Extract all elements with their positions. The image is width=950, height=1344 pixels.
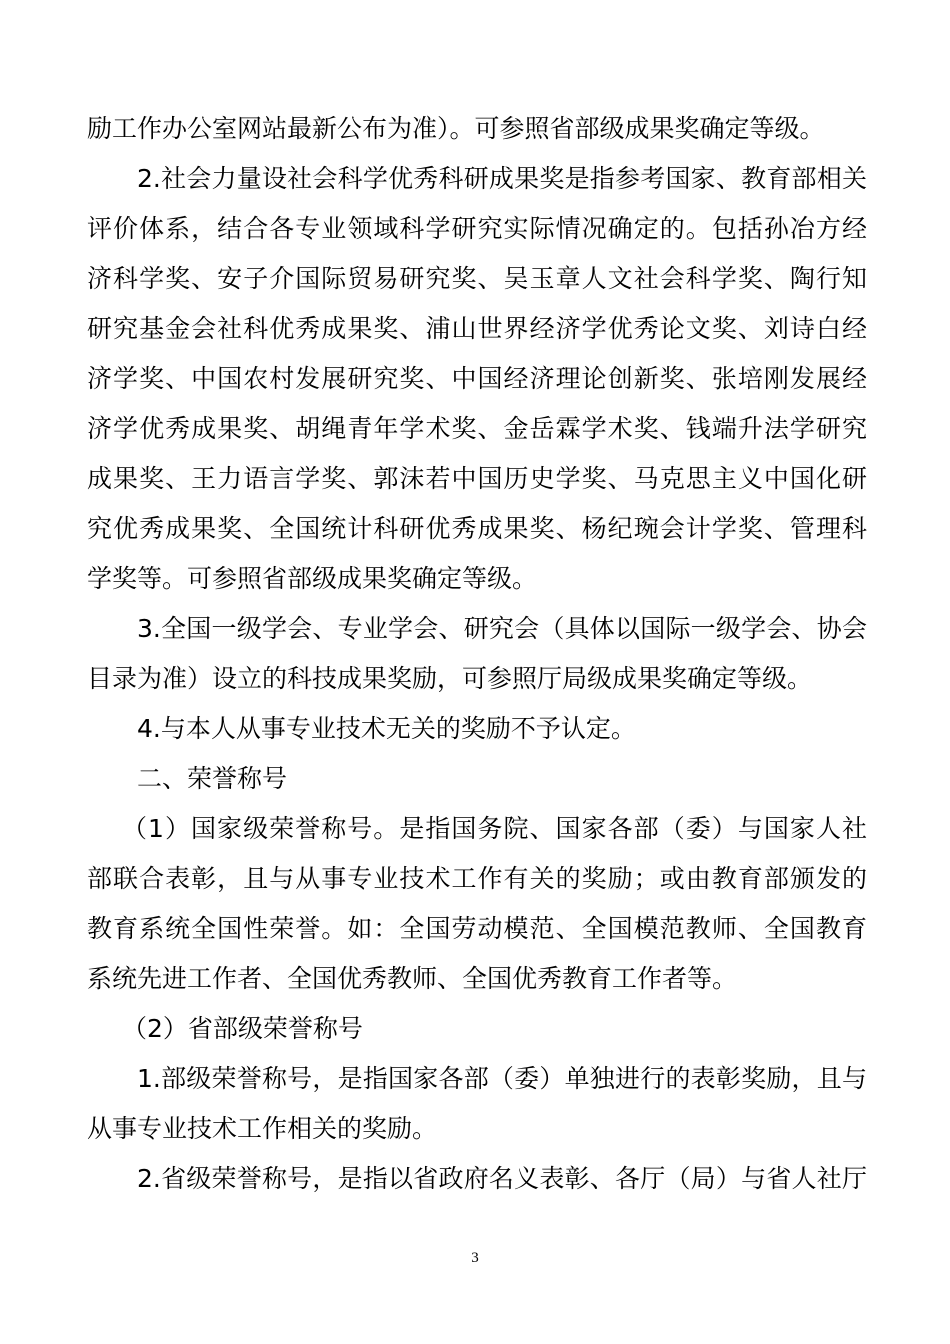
text-line: 研究基金会社科优秀成果奖、浦山世界经济学优秀论文奖、刘诗白经 bbox=[87, 314, 867, 343]
text-line: 2.社会力量设社会科学优秀科研成果奖是指参考国家、教育部相关 bbox=[137, 164, 867, 193]
text-line: （1）国家级荣誉称号。是指国务院、国家各部（委）与国家人社 bbox=[122, 814, 867, 843]
text-line: 济学优秀成果奖、胡绳青年学术奖、金岳霖学术奖、钱端升法学研究 bbox=[87, 414, 867, 443]
text-line: 成果奖、王力语言学奖、郭沫若中国历史学奖、马克思主义中国化研 bbox=[87, 464, 867, 493]
text-line: 济学奖、中国农村发展研究奖、中国经济理论创新奖、张培刚发展经 bbox=[87, 364, 867, 393]
text-line: 3.全国一级学会、专业学会、研究会（具体以国际一级学会、协会 bbox=[137, 614, 867, 643]
text-line: 学奖等。可参照省部级成果奖确定等级。 bbox=[87, 564, 538, 593]
section-heading: 二、荣誉称号 bbox=[137, 764, 288, 793]
text-line: 评价体系，结合各专业领域科学研究实际情况确定的。包括孙冶方经 bbox=[87, 214, 867, 243]
page-number: 3 bbox=[471, 1250, 479, 1266]
text-line: 1.部级荣誉称号，是指国家各部（委）单独进行的表彰奖励，且与 bbox=[137, 1064, 867, 1093]
text-line: 部联合表彰，且与从事专业技术工作有关的奖励；或由教育部颁发的 bbox=[87, 864, 867, 893]
text-line: 系统先进工作者、全国优秀教师、全国优秀教育工作者等。 bbox=[87, 964, 738, 993]
text-line: 目录为准）设立的科技成果奖励，可参照厅局级成果奖确定等级。 bbox=[87, 664, 813, 693]
text-line: 究优秀成果奖、全国统计科研优秀成果奖、杨纪琬会计学奖、管理科 bbox=[87, 514, 867, 543]
text-line: 济科学奖、安子介国际贸易研究奖、吴玉章人文社会科学奖、陶行知 bbox=[87, 264, 867, 293]
text-line: 从事专业技术工作相关的奖励。 bbox=[87, 1114, 438, 1143]
text-line: 励工作办公室网站最新公布为准）。可参照省部级成果奖确定等级。 bbox=[87, 114, 825, 143]
subsection-heading: （2）省部级荣誉称号 bbox=[122, 1014, 363, 1043]
text-line: 4.与本人从事专业技术无关的奖励不予认定。 bbox=[137, 714, 636, 743]
text-line: 2.省级荣誉称号，是指以省政府名义表彰、各厅（局）与省人社厅 bbox=[137, 1164, 867, 1193]
text-line: 教育系统全国性荣誉。如：全国劳动模范、全国模范教师、全国教育 bbox=[87, 914, 867, 943]
